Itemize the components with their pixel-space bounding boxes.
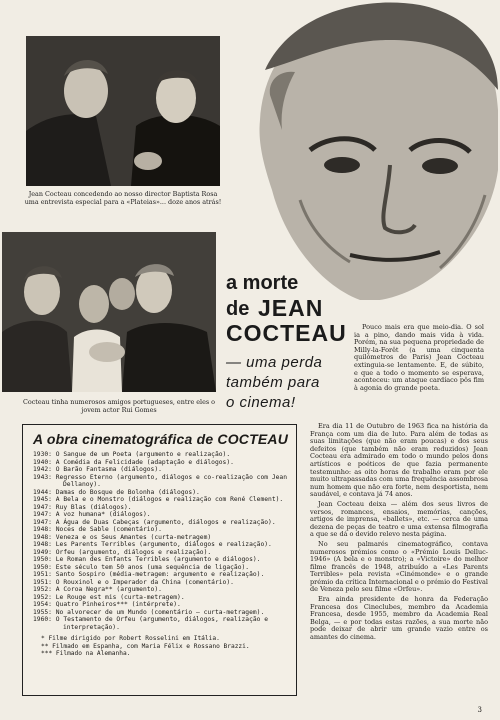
interview-caption: Jean Cocteau concedendo ao nosso director Baptista Rosa uma entrevista especial para a «Plateias»... doze anos atrás! — [24, 190, 222, 206]
page-number: 3 — [477, 706, 482, 714]
headline-de: de — [226, 298, 250, 320]
footnote: *** Filmado na Alemanha. — [41, 650, 131, 657]
article-body — [310, 423, 488, 644]
article-paragraph: No seu palmarés cinematográfico, contava numerosos prémios como o «Prémio Louis Delluc-1946» (A bela e o monstro); a «Victoire» do melhor filme francês de 1948, atribuído a «Les Parents Terribles» pela revista «Cinémonde» e o grande prémio da crítica Internacional e o prémio do Festival de Veneza pelo seu filme «Orfeu». — [310, 539, 488, 594]
film-entry: 1955: No alvorecer de um Mundo (comentário — curta-metragem). — [33, 608, 265, 616]
friends-photo — [2, 232, 216, 392]
film-entry: 1930: O Sangue de um Poeta (argumento e realização). — [33, 451, 231, 458]
article-paragraph: Jean Cocteau deixa — além dos seus livros de versos, romances, ensaios, memórias, canções, artigos de imprensa, «ballets», etc. — cerca de uma dezena de peças de teatro e uma extensa filmografia a que se dá o devido relevo nesta página. — [310, 499, 488, 539]
film-entry: 1948: Noces de Sable (comentário). — [33, 526, 162, 533]
intro-text: Pouco mais era que meio-dia. O sol ia a pino, dando mais vida à vida. Porém, na sua pequena propriedade de Milly-la-Forêt (a uma cinquenta quilómetros de Paris) Jean Cocteau extinguia-se lentamente. E, de súbito, e que a todo o momento se esperava, aconteceu: um ataque cardíaco pôs fim à agonia do grande poeta. — [354, 323, 484, 392]
film-entry: 1951: O Rouxinol e o Imperador da China (comentário). — [33, 578, 234, 586]
film-entry: 1948: Veneza e os Seus Amantes (curta-metragem) — [33, 533, 212, 541]
film-entry: 1942: O Barão Fantasma (diálogos). — [33, 466, 162, 473]
film-entry: 1947: A Água de Duas Cabeças (argumento, diálogos e realização). — [33, 518, 276, 526]
filmography-list — [23, 451, 296, 631]
footnote: ** Filmado em Espanha, com Maria Félix e Rossano Brazzi. — [41, 642, 250, 650]
headline-jean: JEAN — [258, 295, 324, 321]
article-paragraph: Era ainda presidente de honra da Federação Francesa dos Cineclubes, membro da Academia Francesa, desde 1955, membro da Academia Real Belga, — e por todas estas razões, a sua morte não pode deixar de abrir um grande vazio entre os amantes do cinema. — [310, 595, 488, 642]
article-paragraph: Era dia 11 de Outubro de 1963 fica na história da França com um dia de luto. Para além de todas as suas limitações (que não eram poucas) e dos seus defeitos (que também não eram reduzidos) Jean Cocteau era admirado em todo o mundo pelos dons artísticos e poéticos de que fazia permanente testemunho: as oito horas de trabalho eram por ele muito ultrapassadas com uma frequência assombrosa num homem que não era forte, nem desportista, nem saudável, e contava já 74 anos. — [310, 422, 488, 499]
film-entry: 1960: O Testamento de Orfeu (argumento, diálogos, realização e interpretação). — [33, 616, 269, 631]
film-entry: 1948: Les Parents Terribles (argumento, diálogos e realização). — [33, 541, 272, 548]
subtitle-line2: também para — [226, 374, 320, 391]
subtitle-line1: — uma perda — [226, 354, 323, 371]
film-entry: 1949: Orfeu (argumento, diálogos e realização). — [33, 548, 212, 556]
film-entry: 1944: Damas do Bosque de Bolonha (diálogos). — [33, 488, 200, 496]
film-entry: 1947: A voz humana* (diálogos). — [33, 511, 151, 518]
film-entry: 1954: Quatro Pinheiros*** (intérprete). — [33, 601, 181, 608]
film-entry: 1952: Le Rouge est mis (curta-metragem). — [33, 593, 185, 601]
film-entry: 1945: A Bela e o Monstro (diálogos e realização com René Clement). — [33, 496, 284, 503]
footnote: * Filme dirigido por Robert Rosselini em Itália. — [41, 635, 220, 642]
intro-paragraph — [354, 324, 484, 394]
film-entry: 1952: A Coroa Negra** (argumento). — [33, 586, 162, 593]
film-entry: 1940: A Comédia da Felicidade (adaptação e diálogos). — [33, 458, 234, 466]
film-entry: 1951: Santo Sospiro (média-metragem: argumento e realização). — [33, 571, 265, 578]
headline-line1: a morte — [226, 272, 299, 294]
film-entry: 1950: Este século tem 50 anos (uma sequência de ligação). — [33, 563, 250, 571]
interview-photo — [26, 36, 220, 186]
filmography-box — [22, 424, 297, 696]
film-entry: 1943: Regresso Eterno (argumento, diálogos e co-realização com Jean Dellanoy). — [33, 473, 288, 488]
film-entry: 1950: Le Roman des Enfants Terribles (argumento e diálogos). — [33, 556, 261, 563]
filmography-footnotes — [23, 635, 296, 658]
friends-caption: Cocteau tinha numerosos amigos portugueses, entre eles o jovem actor Rui Gomes — [22, 398, 216, 414]
film-entry: 1947: Ruy Blas (diálogos). — [33, 503, 132, 511]
filmography-title: A obra cinematográfica de COCTEAU — [33, 431, 289, 447]
cocteau-portrait — [240, 0, 500, 300]
subtitle-line3: o cinema! — [226, 394, 296, 411]
headline-cocteau: COCTEAU — [226, 320, 347, 346]
